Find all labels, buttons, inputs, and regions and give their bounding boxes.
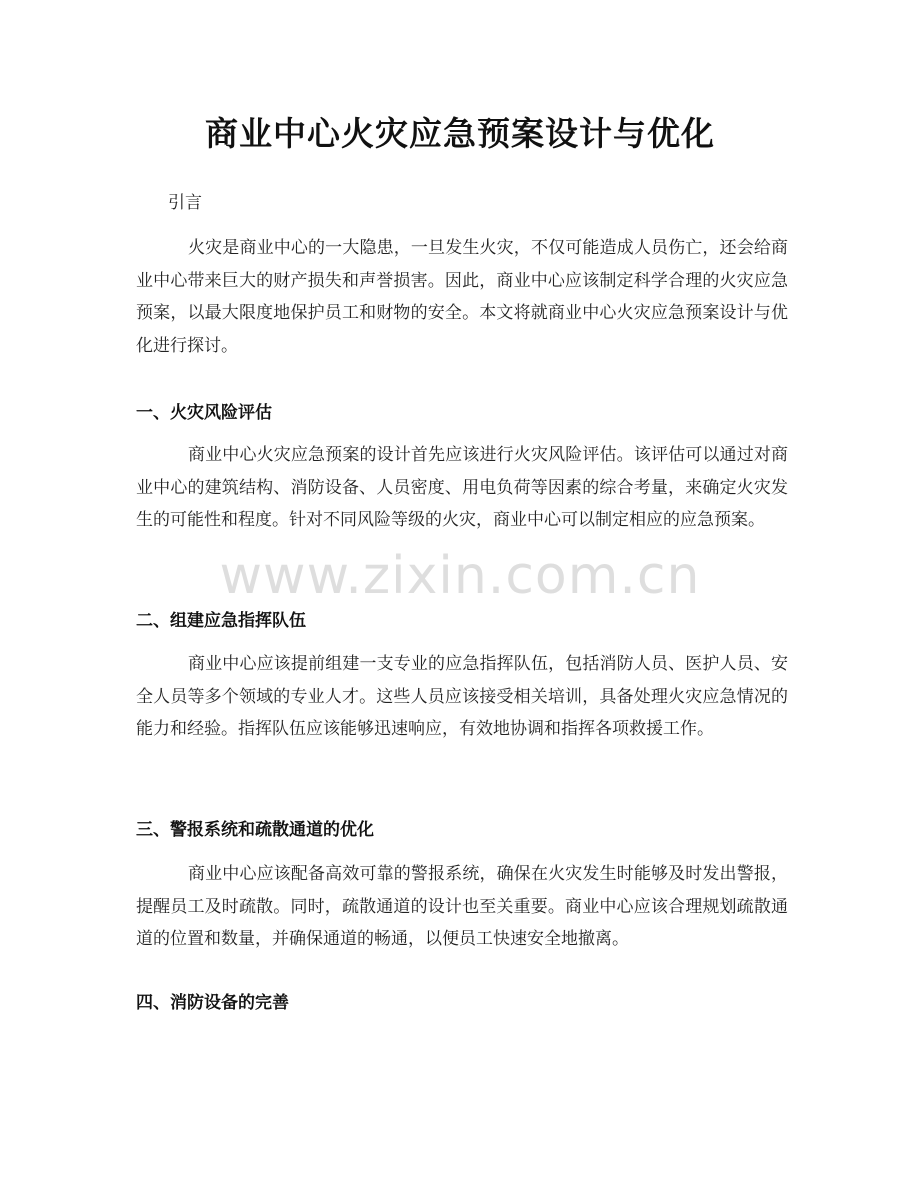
section-body-alarm-evacuation: 商业中心应该配备高效可靠的警报系统，确保在火灾发生时能够及时发出警报，提醒员工及时疏散。同时，疏散通道的设计也至关重要。商业中心应该合理规划疏散通道的位置和数量，并确保通道的畅通，以便员工快速安全地撤离。 [136, 864, 788, 949]
section-heading-command-team: 二、组建应急指挥队伍 [136, 611, 306, 631]
watermark: www.zixin.com.cn [219, 546, 701, 606]
intro-label: 引言 [168, 193, 202, 213]
section-heading-risk-assessment: 一、火灾风险评估 [136, 403, 272, 423]
intro-paragraph: 火灾是商业中心的一大隐患，一旦发生火灾，不仅可能造成人员伤亡，还会给商业中心带来巨大的财产损失和声誉损害。因此，商业中心应该制定科学合理的火灾应急预案，以最大限度地保护员工和财物的安全。本文将就商业中心火灾应急预案设计与优化进行探讨。 [136, 238, 788, 356]
section-heading-fire-equipment: 四、消防设备的完善 [136, 993, 289, 1013]
document-title: 商业中心火灾应急预案设计与优化 [205, 114, 715, 153]
section-body-risk-assessment: 商业中心火灾应急预案的设计首先应该进行火灾风险评估。该评估可以通过对商业中心的建筑结构、消防设备、人员密度、用电负荷等因素的综合考量，来确定火灾发生的可能性和程度。针对不同风险等级的火灾，商业中心可以制定相应的应急预案。 [136, 445, 788, 530]
section-body-command-team: 商业中心应该提前组建一支专业的应急指挥队伍，包括消防人员、医护人员、安全人员等多个领域的专业人才。这些人员应该接受相关培训，具备处理火灾应急情况的能力和经验。指挥队伍应该能够迅速响应，有效地协调和指挥各项救援工作。 [136, 654, 788, 739]
section-heading-alarm-evacuation: 三、警报系统和疏散通道的优化 [136, 820, 374, 840]
